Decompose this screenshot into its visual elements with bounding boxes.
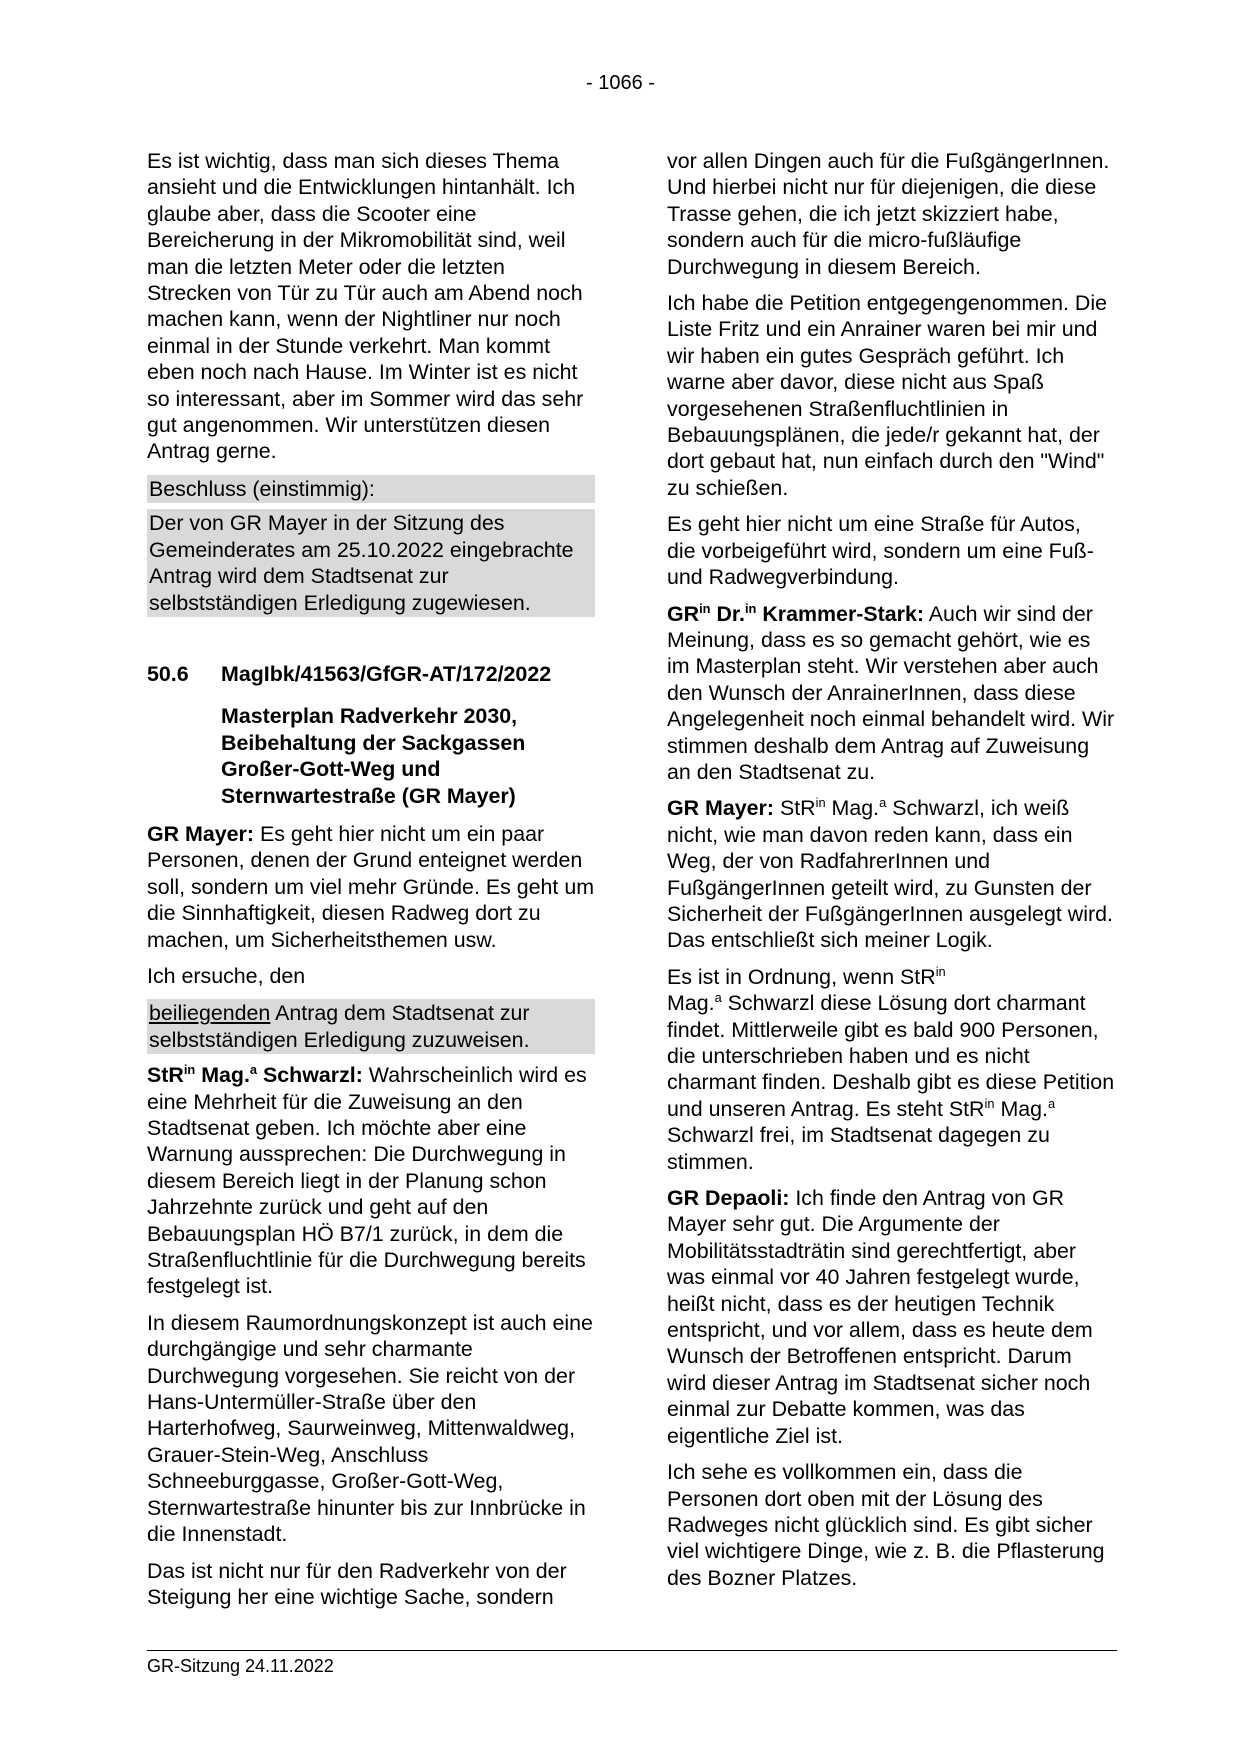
speaker-name: $GR^{in}$ Dr.$^{in}$ Krammer-Stark: [667, 600, 925, 626]
footer-divider [147, 1650, 1117, 1651]
agenda-item-title: Masterplan Radverkehr 2030, Beibehaltung der Sackgassen Großer-Gott-Weg und Sternwartestraße (GR Mayer) [221, 704, 526, 808]
paragraph-concept: In diesem Raumordnungskonzept ist auch eine durchgängige und sehr charmante Durchwegung vorgesehen. Sie reicht von der Hans-Untermüller-Straße über den Harterhofweg, Saurweinweg, Mittenwaldweg, Grauer-Stein-Weg, Anschluss Schneeburggasse, Großer-Gott-Weg, Sternwartestraße hinunter bis zur Innbrücke in die Innenstadt. [147, 1310, 593, 1547]
agenda-item-number: 50.6 [147, 661, 189, 686]
footer-text: GR-Sitzung 24.11.2022 [147, 1656, 334, 1676]
speech-krammer-stark: $GR^{in}$ Dr.$^{in}$ Krammer-Stark: Auch wir sind der Meinung, dass es so gemacht gehört, wie es im Masterplan steht. Wir verstehen aber auch den Wunsch der AnrainerInnen, dass diese Angelegenheit noch einmal behandelt wird. Wir stimmen deshalb dem Antrag auf Zuweisung an den Stadtsenat zu. [667, 600, 1115, 784]
request-text: beiliegenden Antrag dem Stadtsenat zur selbstständigen Erledigung zuzuweisen. [147, 999, 595, 1054]
attachment-link[interactable]: beiliegenden [149, 1001, 271, 1026]
paragraph-not-street: Es geht hier nicht um eine Straße für Autos, die vorbeigeführt wird, sondern um eine Fuß- und Radwegverbindung. [667, 512, 1094, 590]
page-number: - 1066 - [586, 72, 655, 94]
paragraph-pedestrians: vor allen Dingen auch für die FußgängerInnen. Und hierbei nicht nur für diejenigen, die diese Trasse gehen, die ich jetzt skizziert habe, sondern auch für die micro-fußläufige Durchwegung in diesem Bereich. [667, 149, 1110, 279]
speaker-name: GR Mayer: [147, 821, 254, 846]
speech-schwarzl: StR$^{in}$ Mag.$^a$ Schwarzl: Wahrscheinlich wird es eine Mehrheit für die Zuweisung an den Stadtsenat geben. Ich möchte aber eine Warnung aussprechen: Die Durchwegung in diesem Bereich liegt in der Planung schon Jahrzehnte zurück und geht auf den Bebauungsplan HÖ B7/1 zurück, in dem die Straßenfluchtlinie für die Durchwegung bereits festgelegt ist. [147, 1062, 587, 1299]
speaker-name: StR$^{in}$ Mag.$^a$ Schwarzl: [147, 1062, 363, 1088]
resolution-label: Beschluss (einstimmig): [147, 475, 595, 503]
paragraph-in-order: Es ist in Ordnung, wenn StR$^{in}$ Mag.$^a$ Schwarzl diese Lösung dort charmant findet. Mittlerweile gibt es bald 900 Personen, die unterschrieben haben und es nicht charmant finden. Deshalb gibt es diese Petition und unseren Antrag. Es steht StR$^{in}$ Mag.$^a$ Schwarzl frei, im Stadtsenat dagegen zu stimmen. [667, 963, 1115, 1174]
speech-depaoli: GR Depaoli: Ich finde den Antrag von GR Mayer sehr gut. Die Argumente der Mobilitätsstadträtin sind gerechtfertigt, aber was einmal vor 40 Jahren festgelegt wurde, heißt nicht, dass es der heutigen Technik entspricht, und vor allem, dass es heute dem Wunsch der Betroffenen entspricht. Darum wird dieser Antrag im Stadtsenat sicher noch einmal zur Debatte kommen, was das eigentliche Ziel ist. [667, 1186, 1093, 1448]
right-column [667, 148, 1115, 1601]
paragraph-scooter: Es ist wichtig, dass man sich dieses Thema ansieht und die Entwicklungen hintanhält. Ich glaube aber, dass die Scooter eine Bereicherung in der Mikromobilität sind, weil man die letzten Meter oder die letzten Strecken von Tür zu Tür auch am Abend noch machen kann, wenn der Nightliner nur noch einmal in der Stunde verkehrt. Man kommt eben noch nach Hause. Im Winter ist es nicht so interessant, aber im Sommer wird das sehr gut angenommen. Wir unterstützen diesen Antrag gerne. [147, 149, 584, 464]
agenda-item-heading [147, 661, 595, 687]
paragraph-continued: Das ist nicht nur für den Radverkehr von der Steigung her eine wichtige Sache, sondern [147, 1558, 567, 1609]
request-intro: Ich ersuche, den [147, 963, 306, 988]
paragraph-petition: Ich habe die Petition entgegengenommen. Die Liste Fritz und ein Anrainer waren bei mir und wir haben ein gutes Gespräch geführt. Ich warne aber davor, diese nicht aus Spaß vorgesehenen Straßenfluchtlinien in Bebauungsplänen, die jede/r gekannt hat, der dort gebaut hat, nun einfach durch den "Wind" zu schießen. [667, 291, 1108, 500]
speech-gr-mayer: GR Mayer: Es geht hier nicht um ein paar Personen, denen der Grund enteignet werden soll, sondern um viel mehr Gründe. Es geht um die Sinnhaftigkeit, diesen Radweg dort zu machen, um Sicherheitsthemen usw. [147, 821, 595, 952]
speaker-name: GR Mayer: [667, 796, 774, 821]
speaker-name: GR Depaoli: [667, 1186, 790, 1211]
speech-gr-mayer-reply: GR Mayer: StR$^{in}$ Mag.$^a$ Schwarzl, ich weiß nicht, wie man davon reden kann, dass ein Weg, der von RadfahrerInnen und FußgängerInnen geteilt wird, zu Gunsten der Sicherheit der FußgängerInnen ausgelegt wird. Das entschließt sich meiner Logik. [667, 795, 1113, 953]
left-column [147, 148, 595, 1620]
agenda-item-reference: MagIbk/41563/GfGR-AT/172/2022 [221, 661, 552, 686]
resolution-text: Der von GR Mayer in der Sitzung des Gemeinderates am 25.10.2022 eingebrachte Antrag wird dem Stadtsenat zur selbstständigen Erledigung zugewiesen. [147, 509, 595, 617]
paragraph-final: Ich sehe es vollkommen ein, dass die Personen dort oben mit der Lösung des Radweges nicht glücklich sind. Es gibt sicher viel wichtigere Dinge, wie z. B. die Pflasterung des Bozner Platzes. [667, 1460, 1105, 1590]
